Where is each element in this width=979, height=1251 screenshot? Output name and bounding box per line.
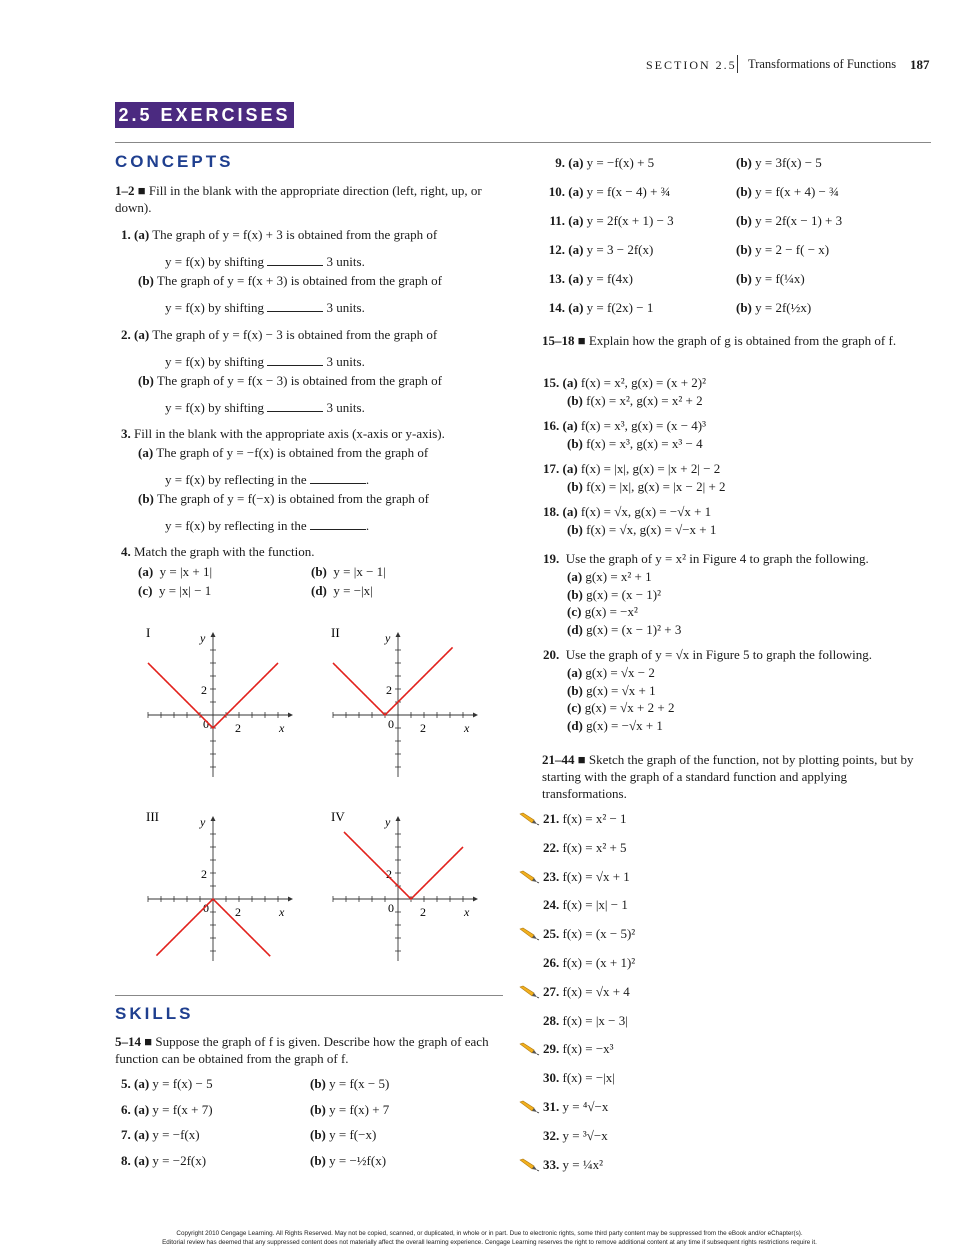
x-axis-label: x — [279, 905, 285, 919]
exercise-row-b — [567, 436, 703, 452]
intro-text: Explain how the graph of g is obtained from the graph of f. — [588, 333, 897, 348]
problem-number: 20. — [543, 647, 560, 662]
function-expr: g(x) = x² + 1 — [585, 569, 652, 584]
exercise-number: 12. — [548, 242, 565, 257]
exercise-row-b — [310, 1127, 376, 1143]
exercise-number: 11. — [549, 213, 565, 228]
graph-III — [146, 809, 293, 961]
function-expr: y = 2f(x − 1) + 3 — [755, 213, 843, 228]
problem-number: 3. — [121, 426, 131, 441]
exercise-row-b — [736, 242, 829, 258]
problem-3b-line2 — [165, 518, 369, 534]
problem-text: Use the graph of y = x² in Figure 4 to graph the following. — [565, 551, 869, 566]
function-expr: f(x) = x³, g(x) = (x − 4)³ — [580, 418, 707, 433]
part-label: (b) — [567, 393, 583, 408]
function-expr: y = −|x| — [333, 583, 373, 598]
pencil-icon — [518, 870, 540, 884]
x-axis-label: x — [464, 721, 470, 735]
page-number: 187 — [910, 57, 930, 72]
graph-label: IV — [331, 809, 345, 824]
exercise-number: 22. — [543, 839, 560, 855]
exercise-row — [543, 926, 635, 942]
problem-text: Use the graph of y = √x in Figure 5 to graph the following. — [565, 647, 872, 662]
exercise-row-b — [310, 1153, 386, 1169]
function-expr: g(x) = (x − 1)² — [586, 586, 662, 602]
x-tick-label: 2 — [420, 721, 426, 735]
exercise-number: 7. — [121, 1127, 131, 1142]
problem-text: y = f(x) by shifting — [165, 400, 265, 415]
function-expr: y = f(x) + 7 — [329, 1101, 390, 1117]
problem-text: The graph of y = f(x) − 3 is obtained from the graph of — [152, 327, 438, 342]
part-label: (a) — [568, 184, 584, 199]
part-label: (b) — [310, 1076, 326, 1091]
intro-text: Sketch the graph of the function, not by plotting points, but by starting with the graph of a standard function and applying transformations. — [542, 752, 914, 801]
function-expr: y = 2f(x + 1) − 3 — [586, 213, 674, 228]
concepts-intro: 1–2 ■ Fill in the blank with the appropriate direction (left, right, up, or down). — [115, 183, 482, 215]
y-axis-arrow — [396, 632, 401, 637]
function-expr: f(x) = x², g(x) = (x + 2)² — [580, 375, 707, 390]
top-rule — [115, 142, 931, 143]
function-expr: y = −2f(x) — [152, 1152, 207, 1168]
function-expr: y = 2 − f( − x) — [755, 242, 830, 257]
problem-4a — [138, 564, 212, 580]
exercises-banner: 2.5 EXERCISES — [115, 102, 294, 128]
problem-3a — [138, 445, 428, 461]
function-expr: y = |x − 1| — [333, 564, 386, 579]
sub-item — [567, 700, 674, 716]
exercise-row — [543, 840, 627, 856]
exercise-number: 13. — [548, 271, 565, 286]
exercise-number: 26. — [543, 955, 560, 970]
y-axis-arrow — [211, 816, 216, 821]
exercise-number: 32. — [543, 1127, 560, 1143]
y-axis-label: y — [385, 815, 391, 829]
exercise-row-b — [567, 393, 703, 409]
match-graphs — [130, 620, 490, 980]
function-expr: f(x) = √x, g(x) = −√x + 1 — [580, 504, 712, 519]
problem-3b — [138, 491, 429, 507]
exercise-number: 9. — [555, 155, 565, 170]
sub-item — [567, 622, 681, 638]
x-tick-label: 2 — [235, 721, 241, 735]
origin-label: 0 — [388, 717, 394, 731]
part-label: (c) — [567, 604, 582, 619]
sub-item — [567, 683, 656, 699]
intro-range: 1–2 — [115, 183, 135, 198]
x-axis-arrow — [473, 897, 478, 902]
sub-item — [567, 604, 638, 620]
units-text: 3 units. — [326, 300, 365, 315]
function-expr: f(x) = x² − 1 — [562, 811, 627, 826]
part-label: (a) — [562, 461, 578, 476]
exercise-row-b — [736, 271, 805, 287]
running-head-section: SECTION 2.5 — [646, 58, 737, 72]
function-expr: y = −½f(x) — [329, 1152, 387, 1168]
exercise-number: 21. — [543, 811, 560, 826]
exercise-number: 30. — [543, 1070, 560, 1086]
intro-range: 21–44 — [542, 752, 575, 767]
exercise-number: 6. — [121, 1101, 131, 1117]
function-expr: f(x) = |x − 3| — [562, 1012, 628, 1028]
function-expr: g(x) = −√x + 1 — [586, 717, 663, 733]
x-axis-arrow — [288, 713, 293, 718]
units-text: 3 units. — [326, 400, 365, 415]
function-expr: y = f(x) − 5 — [152, 1076, 213, 1091]
part-label: (a) — [134, 1076, 150, 1091]
exercise-number: 28. — [543, 1012, 560, 1028]
part-label: (d) — [311, 583, 327, 598]
problem-4b — [311, 564, 386, 580]
part-label: (a) — [138, 445, 154, 460]
origin-label: 0 — [388, 901, 394, 915]
pencil-icon — [518, 1100, 540, 1114]
exercise-row — [543, 504, 711, 520]
part-label: (a) — [134, 327, 150, 342]
problem-2a — [121, 327, 437, 343]
problem-text: Fill in the blank with the appropriate axis (x-axis or y-axis). — [134, 426, 445, 441]
function-expr: f(x) = x², g(x) = x² + 2 — [586, 393, 703, 408]
function-expr: y = f(4x) — [586, 271, 633, 286]
part-label: (b) — [567, 436, 583, 451]
problem-text: y = f(x) by shifting — [165, 354, 265, 369]
section-15-18-intro: 15–18 ■ Explain how the graph of g is obtained from the graph of f. — [542, 333, 897, 348]
function-expr: y = f(x − 5) — [329, 1076, 390, 1091]
exercise-row — [543, 155, 654, 171]
function-expr: f(x) = (x + 1)² — [562, 955, 636, 970]
function-expr: f(x) = −|x| — [562, 1070, 615, 1086]
function-expr: y = 2f(½x) — [755, 300, 812, 315]
part-label: (d) — [567, 621, 583, 637]
part-label: (a) — [134, 1152, 150, 1168]
graph-label: III — [146, 809, 159, 824]
part-label: (a) — [134, 227, 150, 242]
y-tick-label: 2 — [386, 867, 392, 881]
pencil-icon — [518, 812, 540, 826]
function-expr: y = f(x − 4) + ¾ — [586, 184, 671, 199]
exercise-number: 10. — [548, 184, 565, 199]
part-label: (c) — [138, 583, 153, 598]
graph-label: I — [146, 625, 151, 640]
problem-4 — [121, 544, 315, 560]
origin-label: 0 — [203, 901, 209, 915]
x-axis-arrow — [288, 897, 293, 902]
function-expr: g(x) = √x + 2 + 2 — [584, 700, 675, 715]
intro-range: 15–18 — [542, 333, 575, 348]
exercise-row — [543, 184, 670, 200]
part-label: (b) — [567, 586, 583, 602]
y-axis-arrow — [211, 632, 216, 637]
part-label: (b) — [138, 491, 154, 506]
exercise-number: 14. — [548, 300, 565, 315]
graph-curve — [333, 647, 453, 715]
exercise-row — [543, 375, 706, 391]
function-expr: f(x) = x³, g(x) = x³ − 4 — [586, 436, 703, 451]
exercise-row — [543, 213, 674, 229]
exercise-number: 23. — [543, 868, 560, 884]
function-expr: f(x) = √x, g(x) = √−x + 1 — [586, 522, 717, 537]
exercise-number: 5. — [121, 1076, 131, 1091]
function-expr: f(x) = |x| − 1 — [562, 897, 628, 913]
origin-label: 0 — [203, 717, 209, 731]
problem-text: y = f(x) by reflecting in the — [165, 518, 307, 533]
part-label: (b) — [736, 300, 752, 315]
period: . — [365, 518, 370, 533]
answer-blank[interactable] — [267, 301, 323, 312]
problem-1b — [138, 273, 442, 289]
problem-text: The graph of y = f(x + 3) is obtained from the graph of — [156, 273, 442, 288]
exercise-row — [543, 271, 633, 287]
function-expr: y = f(x + 4) − ¾ — [755, 184, 839, 199]
problem-3a-line2 — [165, 472, 369, 488]
pencil-icon — [518, 985, 540, 999]
problem-text: The graph of y = f(x) + 3 is obtained from the graph of — [152, 227, 438, 242]
y-tick-label: 2 — [386, 683, 392, 697]
exercise-row — [121, 1153, 206, 1169]
part-label: (b) — [736, 213, 752, 228]
exercise-row — [543, 1128, 608, 1144]
y-tick-label: 2 — [201, 867, 207, 881]
x-tick-label: 2 — [235, 905, 241, 919]
part-label: (a) — [568, 213, 584, 228]
exercise-row — [121, 1102, 213, 1118]
function-expr: f(x) = |x|, g(x) = |x + 2| − 2 — [580, 461, 721, 476]
part-label: (b) — [138, 373, 154, 388]
exercise-row — [543, 984, 630, 1000]
exercise-number: 24. — [543, 897, 560, 913]
exercise-row — [543, 418, 706, 434]
answer-blank[interactable] — [310, 473, 366, 484]
exercise-row — [543, 955, 635, 971]
function-expr: y = ³√−x — [562, 1127, 608, 1143]
exercise-number: 8. — [121, 1152, 131, 1168]
copyright-line-1: Copyright 2010 Cengage Learning. All Rights Reserved. May not be copied, scanned, or duplicated, in whole or in part. Due to electronic rights, some third party content may be suppressed from the eBook and/or eChapter(s). — [176, 1230, 803, 1237]
problem-text: y = f(x) by shifting — [165, 254, 265, 269]
x-axis-arrow — [473, 713, 478, 718]
part-label: (b) — [736, 242, 752, 257]
y-axis-label: y — [200, 631, 206, 645]
part-label: (c) — [567, 700, 582, 715]
part-label: (b) — [736, 184, 752, 199]
x-axis-label: x — [279, 721, 285, 735]
exercise-row-b — [736, 184, 839, 200]
part-label: (a) — [567, 569, 583, 584]
function-expr: f(x) = √x + 4 — [562, 983, 630, 999]
running-head-title: Transformations of Functions — [748, 57, 897, 71]
units-text: 3 units. — [326, 354, 365, 369]
pencil-icon — [518, 1042, 540, 1056]
x-axis-label: x — [464, 905, 470, 919]
exercise-row-b — [310, 1076, 389, 1092]
exercise-number: 18. — [543, 504, 560, 519]
section-21-44-intro: 21–44 ■ Sketch the graph of the function, not by plotting points, but by starting with the graph of a standard function and applying transformations. — [542, 752, 914, 801]
sub-item — [567, 569, 652, 585]
function-expr: y = −f(x) — [152, 1127, 200, 1142]
function-expr: y = f(−x) — [329, 1127, 377, 1142]
answer-blank[interactable] — [267, 255, 323, 266]
problem-3 — [121, 426, 445, 442]
exercise-number: 29. — [543, 1041, 560, 1057]
y-axis-label: y — [385, 631, 391, 645]
problem-text: y = f(x) by shifting — [165, 300, 265, 315]
exercise-row — [121, 1127, 200, 1143]
part-label: (d) — [567, 717, 583, 733]
exercise-number: 16. — [543, 418, 560, 433]
sub-item — [567, 665, 655, 681]
exercise-row — [543, 461, 720, 477]
exercise-row-b — [736, 213, 842, 229]
problem-2b — [138, 373, 442, 389]
function-expr: y = ⁴√−x — [562, 1099, 609, 1114]
function-expr: f(x) = (x − 5)² — [562, 926, 636, 942]
part-label: (a) — [562, 418, 578, 433]
function-expr: y = −f(x) + 5 — [586, 155, 655, 170]
skills-rule — [115, 995, 503, 996]
problem-1a-line2 — [165, 254, 365, 270]
units-text: 3 units. — [326, 254, 365, 269]
exercise-row — [121, 1076, 213, 1092]
part-label: (b) — [311, 564, 327, 579]
function-expr: y = f(x + 7) — [152, 1101, 213, 1117]
exercise-number: 31. — [543, 1099, 560, 1114]
problem-2b-line2 — [165, 400, 365, 416]
part-label: (a) — [562, 375, 578, 390]
running-head-divider — [737, 55, 738, 73]
exercise-row — [543, 1099, 608, 1115]
problem-1a — [121, 227, 437, 243]
intro-text: Fill in the blank with the appropriate direction (left, right, up, or down). — [115, 183, 482, 215]
function-expr: y = |x + 1| — [159, 564, 213, 579]
exercise-row-b — [736, 155, 822, 171]
exercise-row-b — [567, 479, 726, 495]
function-expr: g(x) = √x − 2 — [585, 665, 655, 680]
function-expr: y = ¼x² — [562, 1156, 603, 1172]
exercise-row-b — [567, 522, 716, 538]
intro-text: Suppose the graph of f is given. Describe how the graph of each function can be obtained from the graph of f. — [115, 1034, 489, 1066]
pencil-icon — [518, 927, 540, 941]
exercise-row — [543, 897, 628, 913]
pencil-icon — [518, 1158, 540, 1172]
function-expr: y = 3f(x) − 5 — [755, 155, 822, 170]
function-expr: f(x) = √x + 1 — [562, 868, 630, 884]
sub-item — [567, 587, 661, 603]
problem-2a-line2 — [165, 354, 365, 370]
answer-blank[interactable] — [310, 519, 366, 530]
graph-label: II — [331, 625, 340, 640]
problem-text: y = f(x) by reflecting in the — [165, 472, 307, 487]
y-tick-label: 2 — [201, 683, 207, 697]
y-axis-label: y — [200, 815, 206, 829]
period: . — [365, 472, 370, 487]
problem-number: 2. — [121, 327, 131, 342]
exercise-row — [543, 811, 627, 827]
copyright-line-2: Editorial review has deemed that any suppressed content does not materially affect the overall learning experience. Cengage Learning reserves the right to remove additional content at any time if subsequent rights restrictions require it. — [162, 1239, 817, 1246]
function-expr: g(x) = −x² — [584, 604, 638, 619]
function-expr: f(x) = |x|, g(x) = |x − 2| + 2 — [586, 479, 726, 494]
exercise-number: 33. — [543, 1156, 560, 1172]
sub-item — [567, 718, 663, 734]
problem-number: 1. — [121, 227, 131, 242]
part-label: (a) — [567, 665, 583, 680]
function-expr: g(x) = (x − 1)² + 3 — [586, 621, 682, 637]
part-label: (a) — [568, 242, 584, 257]
part-label: (b) — [138, 273, 154, 288]
part-label: (a) — [562, 504, 578, 519]
function-expr: y = f(¼x) — [755, 271, 805, 286]
answer-blank[interactable] — [267, 355, 323, 366]
function-expr: f(x) = −x³ — [562, 1041, 614, 1057]
skills-heading: SKILLS — [115, 1004, 194, 1023]
exercise-row — [543, 869, 630, 885]
problem-text: Match the graph with the function. — [134, 544, 315, 559]
exercise-row-b — [310, 1102, 389, 1118]
part-label: (a) — [568, 155, 584, 170]
function-expr: y = 3 − 2f(x) — [586, 242, 654, 257]
part-label: (b) — [567, 682, 583, 698]
function-expr: y = f(2x) − 1 — [586, 300, 654, 315]
skills-intro: 5–14 ■ Suppose the graph of f is given. Describe how the graph of each function can be obtained from the graph of f. — [115, 1034, 489, 1066]
answer-blank[interactable] — [267, 401, 323, 412]
part-label: (b) — [736, 155, 752, 170]
function-expr: g(x) = √x + 1 — [586, 682, 656, 698]
exercise-row — [543, 1013, 628, 1029]
concepts-heading: CONCEPTS — [115, 152, 234, 171]
problem-4d — [311, 583, 373, 599]
part-label: (b) — [310, 1127, 326, 1142]
part-label: (b) — [310, 1101, 326, 1117]
graph-I — [146, 625, 293, 777]
part-label: (b) — [310, 1152, 326, 1168]
problem-4c — [138, 583, 211, 599]
exercise-row — [543, 300, 653, 316]
function-expr: y = |x| − 1 — [158, 583, 212, 598]
part-label: (b) — [736, 271, 752, 286]
exercise-row — [543, 1041, 614, 1057]
part-label: (b) — [567, 522, 583, 537]
problem-number: 19. — [543, 551, 560, 566]
graph-II — [331, 625, 478, 777]
problem-1b-line2 — [165, 300, 365, 316]
part-label: (a) — [568, 271, 584, 286]
exercise-number: 17. — [543, 461, 560, 476]
graph-curve — [344, 832, 463, 899]
part-label: (b) — [567, 479, 583, 494]
exercise-number: 25. — [543, 926, 560, 942]
y-axis-arrow — [396, 816, 401, 821]
part-label: (a) — [568, 300, 584, 315]
exercise-row — [543, 242, 653, 258]
part-label: (a) — [134, 1127, 150, 1142]
graph-IV — [331, 809, 478, 961]
exercise-row — [543, 1070, 615, 1086]
part-label: (a) — [138, 564, 154, 579]
problem-text: The graph of y = f(x − 3) is obtained from the graph of — [156, 373, 442, 388]
problem-text: The graph of y = −f(x) is obtained from the graph of — [156, 445, 429, 460]
problem-number: 4. — [121, 544, 131, 559]
intro-range: 5–14 — [115, 1034, 141, 1049]
problem-text: The graph of y = f(−x) is obtained from the graph of — [156, 491, 429, 506]
exercise-row — [543, 1157, 603, 1173]
problem-20 — [543, 647, 872, 663]
exercise-number: 15. — [543, 375, 560, 390]
exercise-number: 27. — [543, 983, 560, 999]
problem-19 — [543, 551, 869, 567]
x-tick-label: 2 — [420, 905, 426, 919]
part-label: (a) — [134, 1101, 150, 1117]
function-expr: f(x) = x² + 5 — [562, 839, 627, 855]
exercise-row-b — [736, 300, 811, 316]
